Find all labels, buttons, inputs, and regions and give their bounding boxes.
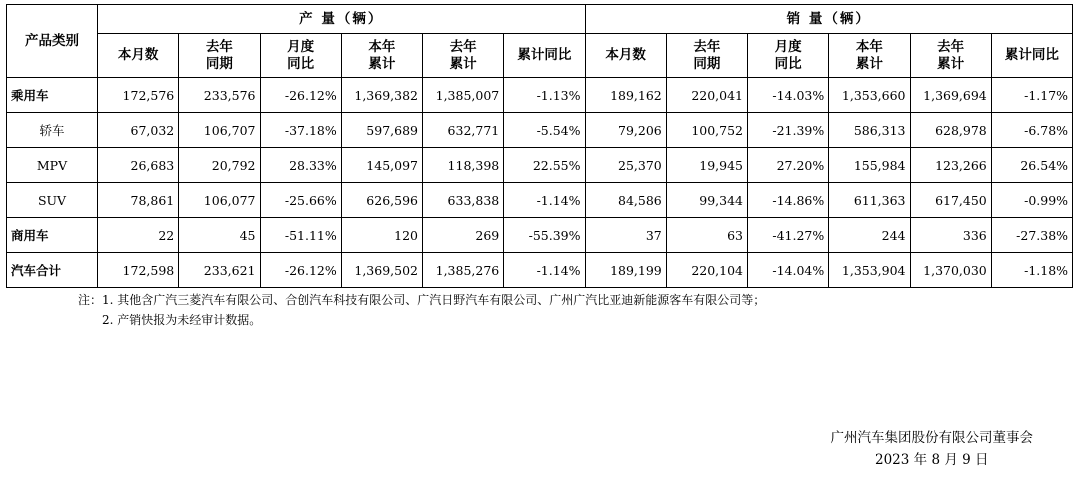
subheader-line: 同期 [205, 55, 233, 72]
subheader-line: 去年 [205, 38, 233, 55]
sales-cell: 189,199 [585, 253, 666, 288]
production-subheader-4 [423, 34, 504, 78]
table-row [7, 218, 1073, 253]
production-cell: -25.66% [260, 183, 341, 218]
sales-cell: 336 [910, 218, 991, 253]
subheader-line: 月度 [287, 38, 315, 55]
sales-cell: 100,752 [666, 113, 747, 148]
sales-cell: 37 [585, 218, 666, 253]
signature-org: 广州汽车集团股份有限公司董事会 [830, 430, 1033, 446]
production-cell: 1,385,276 [423, 253, 504, 288]
sales-header: 销 量（辆） [585, 5, 1073, 34]
production-cell: -37.18% [260, 113, 341, 148]
footnote-1: 注：1. 其他含广汽三菱汽车有限公司、合创汽车科技有限公司、广汽日野汽车有限公司、广州广汽比亚迪新能源客车有限公司等； [78, 293, 766, 307]
table-row [7, 148, 1073, 183]
sales-subheader-2 [748, 34, 829, 78]
sales-cell: -0.99% [991, 183, 1072, 218]
subheader-line: 本年 [368, 38, 396, 55]
signature-block [831, 427, 1034, 471]
table-row [7, 78, 1073, 113]
subheader-line: 月度 [774, 38, 802, 55]
production-cell: -1.14% [504, 253, 585, 288]
signature-date: 2023 年 8 月 9 日 [875, 452, 989, 468]
subheader-line: 累计 [937, 55, 965, 72]
subheader-line: 同比 [287, 55, 315, 72]
row-category: 乘用车 [7, 78, 98, 113]
production-cell: 20,792 [179, 148, 260, 183]
sales-cell: 586,313 [829, 113, 910, 148]
subheader-line: 本年 [855, 38, 883, 55]
sales-cell: 63 [666, 218, 747, 253]
sales-cell: 220,041 [666, 78, 747, 113]
sales-cell: 1,353,904 [829, 253, 910, 288]
sales-cell: 84,586 [585, 183, 666, 218]
sales-cell: 27.20% [748, 148, 829, 183]
sales-cell: 123,266 [910, 148, 991, 183]
subheader-line: 同比 [774, 55, 802, 72]
production-cell: 233,621 [179, 253, 260, 288]
production-cell: 1,385,007 [423, 78, 504, 113]
production-cell: 597,689 [341, 113, 422, 148]
production-cell: -26.12% [260, 253, 341, 288]
sales-subheader-3 [829, 34, 910, 78]
production-cell: 22.55% [504, 148, 585, 183]
sales-cell: -21.39% [748, 113, 829, 148]
subheader-line: 累计 [449, 55, 477, 72]
sales-cell: 617,450 [910, 183, 991, 218]
sales-subheader-4 [910, 34, 991, 78]
subheader-line: 同期 [693, 55, 721, 72]
subheader-line: 去年 [449, 38, 477, 55]
production-cell: 106,077 [179, 183, 260, 218]
sales-cell: 1,370,030 [910, 253, 991, 288]
production-cell: 172,598 [98, 253, 179, 288]
production-cell: 632,771 [423, 113, 504, 148]
production-cell: 22 [98, 218, 179, 253]
sales-cell: -14.03% [748, 78, 829, 113]
production-cell: 145,097 [341, 148, 422, 183]
production-cell: 1,369,502 [341, 253, 422, 288]
subheader-line: 累计 [368, 55, 396, 72]
row-category: 商用车 [7, 218, 98, 253]
subheader-line: 本月数 [117, 47, 159, 63]
row-category: SUV [7, 183, 98, 218]
row-category: MPV [7, 148, 98, 183]
production-cell: -1.13% [504, 78, 585, 113]
footnote-2: 2. 产销快报为未经审计数据。 [78, 313, 262, 327]
sales-subheader-5 [991, 34, 1072, 78]
sales-cell: 1,353,660 [829, 78, 910, 113]
production-subheader-5 [504, 34, 585, 78]
sales-subheader-1 [666, 34, 747, 78]
sales-cell: 79,206 [585, 113, 666, 148]
table-row [7, 183, 1073, 218]
production-cell: 26,683 [98, 148, 179, 183]
sales-report-table [6, 4, 1073, 288]
production-cell: 78,861 [98, 183, 179, 218]
sales-cell: 155,984 [829, 148, 910, 183]
production-subheader-2 [260, 34, 341, 78]
sales-cell: 1,369,694 [910, 78, 991, 113]
table-row [7, 253, 1073, 288]
sales-cell: -14.86% [748, 183, 829, 218]
sales-subheader-0 [585, 34, 666, 78]
production-subheader-0 [98, 34, 179, 78]
sales-cell: 611,363 [829, 183, 910, 218]
sales-cell: 19,945 [666, 148, 747, 183]
subheader-line: 本月数 [605, 47, 646, 63]
production-cell: 172,576 [98, 78, 179, 113]
subheader-line: 去年 [937, 38, 965, 55]
table-header [7, 5, 1073, 78]
category-header: 产品类别 [7, 5, 98, 78]
production-cell: -55.39% [504, 218, 585, 253]
sales-cell: -41.27% [748, 218, 829, 253]
sales-cell: 628,978 [910, 113, 991, 148]
subheader-line: 累计同比 [517, 47, 572, 63]
production-cell: -26.12% [260, 78, 341, 113]
production-cell: 233,576 [179, 78, 260, 113]
production-cell: 118,398 [423, 148, 504, 183]
sales-cell: 244 [829, 218, 910, 253]
production-cell: -1.14% [504, 183, 585, 218]
production-cell: 626,596 [341, 183, 422, 218]
sales-cell: 99,344 [666, 183, 747, 218]
sales-cell: -1.18% [991, 253, 1072, 288]
sales-cell: 26.54% [991, 148, 1072, 183]
row-category: 轿车 [7, 113, 98, 148]
subheader-line: 去年 [693, 38, 721, 55]
sales-cell: 25,370 [585, 148, 666, 183]
production-cell: 45 [179, 218, 260, 253]
production-cell: 269 [423, 218, 504, 253]
production-subheader-3 [341, 34, 422, 78]
table-body [7, 78, 1073, 288]
table-row [7, 113, 1073, 148]
sub-header-row [7, 34, 1073, 78]
production-subheader-1 [179, 34, 260, 78]
sales-cell: 220,104 [666, 253, 747, 288]
subheader-line: 累计同比 [1004, 47, 1059, 63]
production-header: 产 量（辆） [98, 5, 586, 34]
production-cell: 67,032 [98, 113, 179, 148]
sales-cell: -6.78% [991, 113, 1072, 148]
sales-cell: -1.17% [991, 78, 1072, 113]
sales-cell: -27.38% [991, 218, 1072, 253]
sales-cell: -14.04% [748, 253, 829, 288]
row-category: 汽车合计 [7, 253, 98, 288]
production-cell: -5.54% [504, 113, 585, 148]
production-cell: 1,369,382 [341, 78, 422, 113]
production-cell: 633,838 [423, 183, 504, 218]
production-cell: 106,707 [179, 113, 260, 148]
production-cell: 120 [341, 218, 422, 253]
sales-cell: 189,162 [585, 78, 666, 113]
production-cell: 28.33% [260, 148, 341, 183]
footnotes [78, 290, 765, 330]
subheader-line: 累计 [855, 55, 883, 72]
production-cell: -51.11% [260, 218, 341, 253]
